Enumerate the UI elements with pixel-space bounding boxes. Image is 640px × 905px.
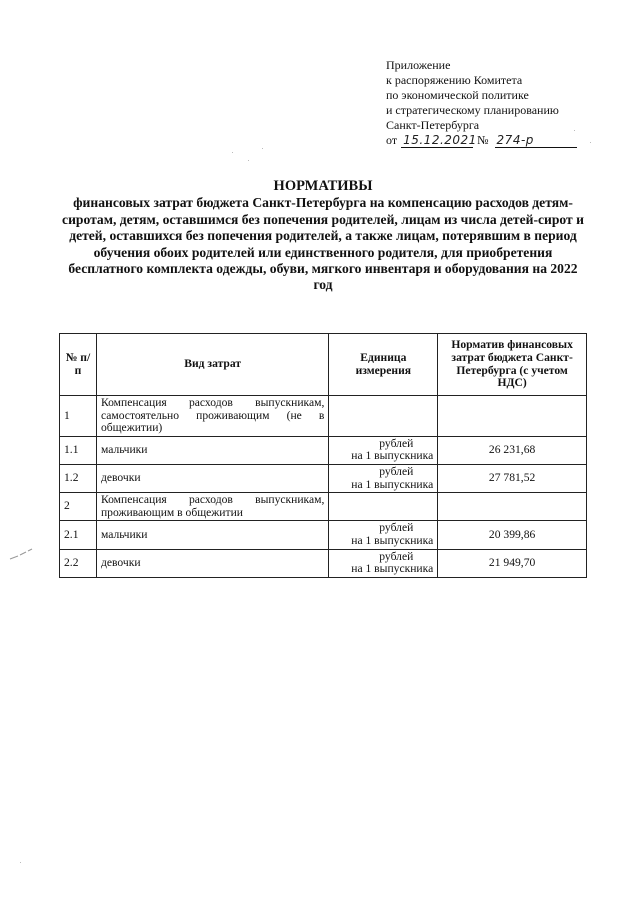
row-type: Компенсация расходов выпускникам, проживающим в общежитии [96,493,328,521]
handwritten-number: 274-р [495,134,577,148]
row-num: 1.1 [60,436,97,464]
row-value: 21 949,70 [438,549,587,577]
scan-speck [590,142,591,143]
row-type: девочки [96,549,328,577]
scan-mark [8,545,34,563]
row-value: 20 399,86 [438,521,587,549]
appendix-line: Приложение [386,58,451,72]
unit-line-1: рублей [379,549,414,563]
handwritten-date: 15.12.2021 [403,133,477,147]
appendix-block [386,58,626,148]
row-value: 27 781,52 [438,464,587,492]
row-unit [329,493,438,521]
header-norm: Норматив финансовых затрат бюджета Санкт-Петербурга (с учетом НДС) [438,334,587,396]
header-unit: Единица измерения [329,334,438,396]
row-value [438,396,587,437]
table-row [60,396,587,437]
scan-speck [232,152,233,153]
table-row [60,436,587,464]
unit-line-2: на 1 выпускника [351,449,434,463]
appendix-line: по экономической политике [386,88,529,102]
date-prefix: от [386,133,398,147]
scan-speck [574,130,575,131]
title-main: НОРМАТИВЫ [273,178,373,194]
title-subtitle: финансовых затрат бюджета Санкт-Петербурга на компенсацию расходов детям-сиротам, детям, оставшимся без попечения родителей, лицам из числа детей-сирот и детей, оставшихся без попечения родителей, а также лицам, потерявшим в период обучения обоих родителей или единственного родителя, для приобретения бесплатного комплекта одежды, обуви, мягкого инвентаря и оборудования на 2022 год [62,195,584,293]
unit-line-2: на 1 выпускника [351,562,434,576]
header-type: Вид затрат [96,334,328,396]
unit-line-2: на 1 выпускника [351,477,434,491]
row-unit [329,549,438,577]
row-num: 1 [60,396,97,437]
table-row [60,464,587,492]
row-value [438,493,587,521]
row-unit [329,396,438,437]
table-header-row [60,334,587,396]
row-type: мальчики [96,521,328,549]
scan-speck [248,160,249,161]
row-type: Компенсация расходов выпускникам, самостоятельно проживающим (не в общежитии) [96,396,328,437]
row-num: 1.2 [60,464,97,492]
norms-table [59,333,587,578]
unit-line-1: рублей [379,464,414,478]
unit-line-1: рублей [379,436,414,450]
scan-speck [262,148,263,149]
row-num: 2.2 [60,549,97,577]
appendix-line: Санкт-Петербурга [386,118,480,132]
number-prefix: № [477,133,489,147]
document-title [60,178,586,294]
row-unit [329,436,438,464]
header-num: № п/п [60,334,97,396]
row-unit [329,521,438,549]
date-number-row [386,133,626,148]
table-row [60,549,587,577]
row-type: мальчики [96,436,328,464]
scan-speck [20,862,21,863]
table-row [60,521,587,549]
appendix-line: к распоряжению Комитета [386,73,523,87]
row-type: девочки [96,464,328,492]
row-num: 2.1 [60,521,97,549]
row-num: 2 [60,493,97,521]
appendix-line: и стратегическому планированию [386,103,559,117]
unit-line-1: рублей [379,521,414,535]
unit-line-2: на 1 выпускника [351,533,434,547]
row-value: 26 231,68 [438,436,587,464]
table-row [60,493,587,521]
row-unit [329,464,438,492]
